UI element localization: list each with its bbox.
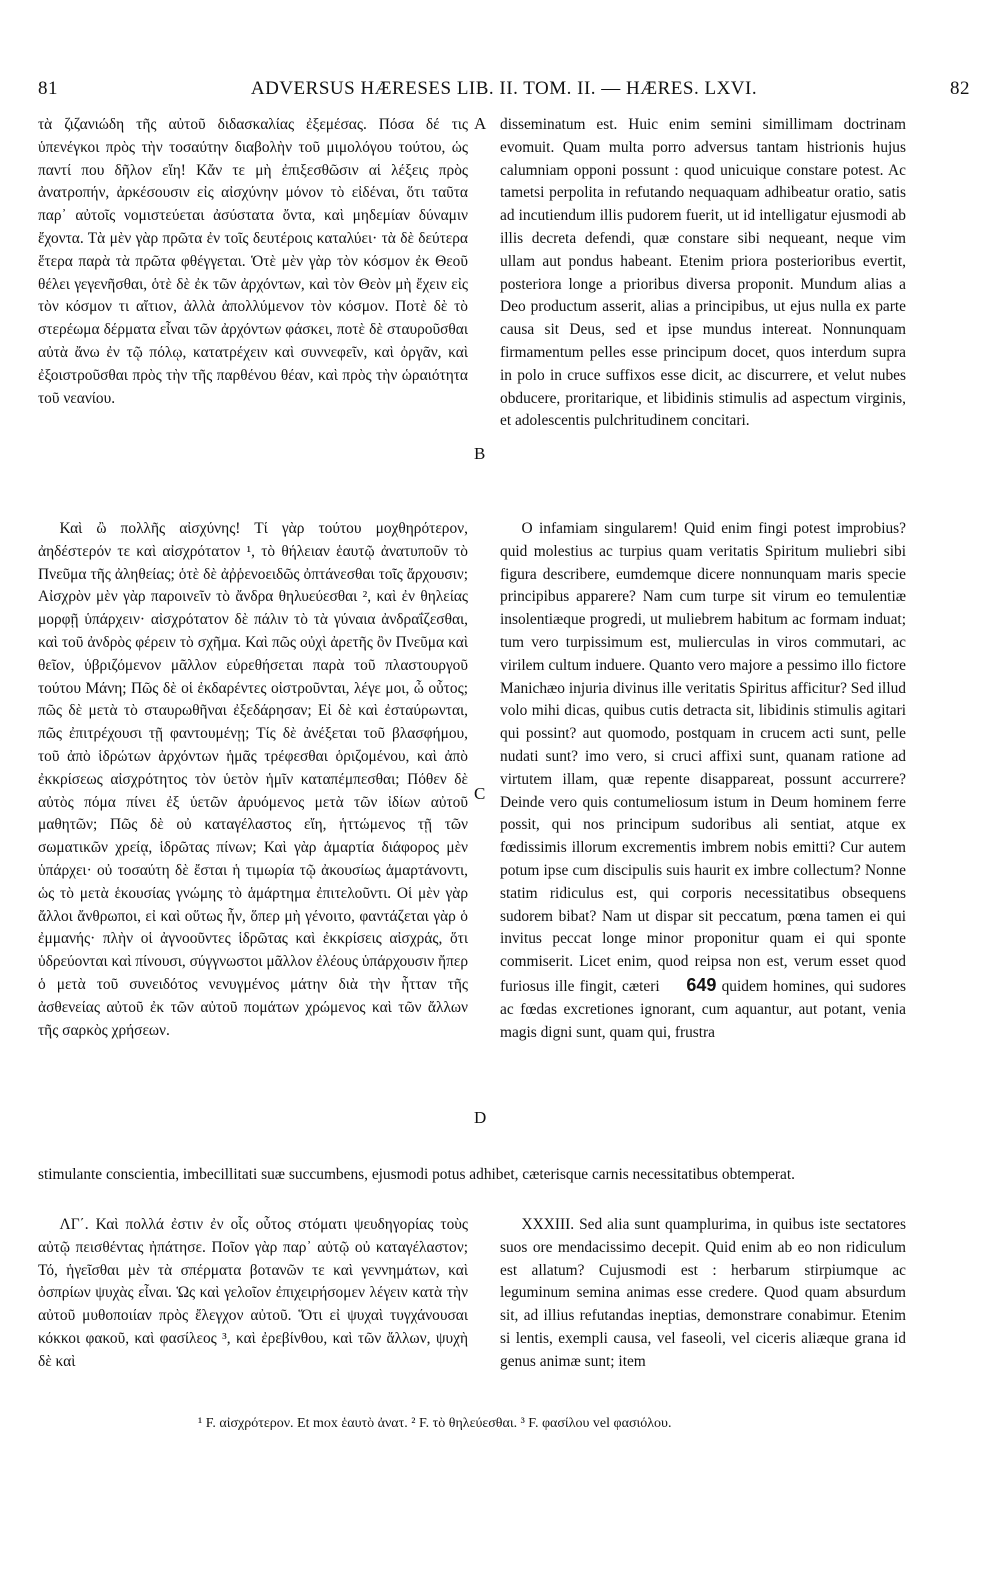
greek-paragraph: τὰ ζιζανιώδη τῆς αὐτοῦ διδασκαλίας ἐξεμέσας. Πόσα δέ τις ὑπενέγκοι πρὸς τὴν τοσαύτην διαβολὴν τοῦ μιμολόγου τούτου, ὡς παντί που δῆλον εἴη! Κἄν τε μὴ ἐπιξεσθῶσιν αἱ λέξεις πρὸς ἀνατροπήν, ἀρκέσουσιν εἰς αἰσχύνην μόνον τὸ εἰδέναι, ὅτι ταῦτα παρ᾽ αὐτοῖς νομιστεύεται ἀσύστατα ὄντα, καὶ μηδεμίαν δύναμιν ἔχοντα. Τὰ μὲν γὰρ πρῶτα ἐν τοῖς δευτέροις καταλύει· τὰ δὲ δεύτερα ἕτερα παρὰ τὰ πρῶτα φθέγγεται. Ὁτὲ μὲν γὰρ τὸν κόσμον ἐκ Θεοῦ θέλει γεγενῆσθαι, ὁτὲ δὲ ἐκ τῶν ἀρχόντων, καὶ τὸν Θεὸν μὴ ἔχειν εἰς τὸν κόσμον τι αἴτιον, ἀλλὰ ἀπολλύμενον τὸν κόσμον. Ποτὲ δὲ τὸ στερέωμα δέρματα εἶναι τῶν ἀρχόντων φάσκει, ποτὲ δὲ σταυροῦσθαι αὐτὰ ἄνω ἐν τῷ πόλῳ, κατατρέχειν καὶ συννεφεῖν, καὶ ὀργᾶν, καὶ ἐξοιστροῦσθαι πρὸς τὴν τῆς παρθένου θέαν, καὶ πρὸς τὴν ὡραιότητα τοῦ νεανίου. xyxy=(38,116,468,407)
spanning-latin-text: stimulante conscientia, imbecillitati suæ succumbens, ejusmodi potus adhibet, cæterisque carnis necessitatibus obtemperat. xyxy=(38,1166,795,1183)
section-marker-c: C xyxy=(474,784,486,803)
greek-paragraph: Καὶ ὢ πολλῆς αἰσχύνης! Τί γὰρ τούτου μοχθηρότερον, ἀηδέστερόν τε καὶ αἰσχρότατον ¹, τὸ θήλειαν ἑαυτῷ ἀνατυποῦν τὸ Πνεῦμα τῆς ἀληθείας; ὁτὲ δὲ ἀῤῥενοειδῶς ὀπτάνεσθαι τοῖς ἄρχουσιν; Αἰσχρὸν μὲν γὰρ παροινεῖν τὸ ἄνδρα θηλυεύεσθαι ², καὶ ἐν θηλείας μορφῇ ὑπάρχειν· αἰσχρότατον δὲ πάλιν τὸ τὰ γύναια ἀνδραΐζεσθαι, καὶ τοῦ ἀνδρὸς φέρειν τὸ σχῆμα. Καὶ πῶς οὐχὶ ἀρετῆς ὂν Πνεῦμα καὶ θεῖον, ὑβριζόμενον μᾶλλον εὑρεθήσεται παρὰ τοῦ πλαστουργοῦ τούτου Μάνη; Πῶς δὲ οἱ ἐκδαρέντες οἰστροῦνται, λέγε μοι, ὦ οὗτος; πῶς δὲ μετὰ τὸ σταυρωθῆναι ἐξεδάρησαν; Εἰ δὲ καὶ ἐσταύρωνται, πῶς ἐπιτρέχουσι τῇ φαντουμένῃ; Τίς δὲ ἀνέξεται τοῦ βλασφήμου, τοῦ ἀπὸ ἱδρώτων ἀρχόντων ἡμᾶς τρέφεσθαι ὁριζομένου, καὶ ἀπὸ ἐκκρίσεως αἰσχρότητος τὸν ὑετὸν ἡμῖν καταπέμπεσθαι; Πόθεν δὲ αὐτὸς πόμα πίνει ἐξ ὑετῶν ἀρυόμενος μετὰ τῶν ἰδίων αὐτοῦ μαθητῶν; Πῶς δὲ οὐ καταγέλαστος εἴη, ἡττώμενος τῇ τῶν σωματικῶν χρείᾳ, ἱδρῶτας πίνων; Καὶ γὰρ ἁμαρτία διάφορος μὲν ὑπάρχει· οὐ τοσαύτη δὲ ἔσται ἡ τιμωρία τῷ ἀκουσίως ἁμαρτάνοντι, ὡς τὸ μετὰ ἑκουσίας γνώμης τὸ ἁμάρτημα ἐπιτελοῦντι. Οἱ μὲν γὰρ ἄλλοι ἄνθρωποι, εἰ καὶ οὕτως ἦν, ὅπερ μὴ γένοιτο, φαντάζεται γὰρ ὁ ἐμμανής· πλὴν οἱ ἀγνοοῦντες ἱδρῶτας καὶ ἐκκρίσεις αἰσχράς, ὅτι ὑδρεύονται καὶ πίνουσι, σύγγνωστοι μᾶλλον ἐλέους ὑπάρχουσιν ἤπερ ὁ μετὰ τοῦ συνειδότος νενυγμένος μάτην διὰ τὴν ἧτταν τῆς ἀσθενείας αὐτοῦ ἐκ τῶν αὐτοῦ πομάτων χρώμενος καὶ τῶν ἄλλων τῆς σαρκὸς χρήσεων. xyxy=(38,520,468,1039)
latin-paragraph: disseminatum est. Huic enim semini simillimam doctrinam evomuit. Quam multa porro adversus tantam histrionis hujus calumniam opponi possunt : quod unicuique constare potest. Ac tametsi perpolita in refutando nequaquam adhibeatur oratio, satis ad incutiendum illis pudorem fuerit, ut id intelligatur ejusmodi ab illis decreta defendi, quæ constare sibi nequeant, neque vim ullam aut pondus habeant. Etenim priora posterioribus evertit, posteriora longe a prioribus diversa proponit. Mundum alias a Deo productum asserit, alias a principibus, ut ejus nulla ex parte causa sit Deus, sed et ipse mundus intereat. Nonnunquam firmamentum pelles esse principum docet, quos interdum supra in polo in cruce suffixos esse dicit, ac discurrere, et velut nubes obducere, proritarique, et libidinis stimulis ad aspectum virginis, et adolescentis pulchritudinem concitari. xyxy=(500,116,906,430)
latin-text: O infamiam singularem! Quid enim fingi potest improbius? quid molestius ac turpius quam veritatis Spiritum muliebri sibi figura describere, eumdemque dicere nonnunquam maris specie principibus apparere? Nam cum turpe sit virum eo temulentiæ insolentiæque progredi, ut muliebrem habitum ac formam induat; tum vero turpissimum est, mulierculas in viros commutari, ac virilem cultum induere. Quanto vero majore a pessimo illo fictore Manichæo injuria divinus ille veritatis Spiritus afficitur? Sed illud volo mihi dicas, quibus cutis detracta sit, libidinis stimulis agitari qui possint? aut quomodo, postquam in crucem acti sunt, pelle nudati sunt? imo vero, si cruci affixi sunt, quanam ratione ad virtutem illam, quæ repente disappareat, possunt accurrere? Deinde vero quis contumeliosum istum in Deum hominem ferre possit, qui nos principum sudoribus ali sentiat, atque ex fœdissimis illorum excrementis imbrem nobis emitti? Cur autem potum ipse cum discipulis suis haurit ex imbre collectum? Nonne statim ridiculus est, qui corporis necessitatibus obsequens sudorem bibat? Nam ut dispar sit peccatum, pœna tamen ei qui invitus peccat longe minor proponitur quam ei qui sponte commiserit. Licet enim, quod reipsa non est, verum esset quod furiosus ille fingit, cæteri xyxy=(500,520,906,995)
latin-paragraph: XXXIII. Sed alia sunt quamplurima, in quibus iste sectatores suos ore mendacissimo decepit. Quid enim ab eo non ridiculum est allatum? Cujusmodi est : herbarum stirpiumque ac leguminum semina animas esse credere. Quod quam absurdum sit, ad illius refutandas ineptias, demonstrare conabimur. Etenim si lentis, exempli causa, vel faseoli, vel ciceris aliæque grana id genus animæ sunt; item xyxy=(500,1216,906,1370)
running-title: ADVERSUS HÆRESES LIB. II. TOM. II. — HÆRES. LXVI. xyxy=(250,78,758,99)
latin-section-33 xyxy=(500,1214,906,1374)
folio-number: 649 xyxy=(686,974,717,995)
section-marker-b: B xyxy=(474,444,486,463)
running-header xyxy=(38,78,970,104)
page-number-left: 81 xyxy=(38,78,58,99)
section-marker-a: A xyxy=(474,114,487,133)
greek-section-c xyxy=(38,518,468,1042)
greek-section-33 xyxy=(38,1214,468,1374)
latin-text: quidem homines, qui sudores ac fœdas excretiones ignorant, cum aquantur, aut potant, venia magis digni sunt, quam qui, frustra xyxy=(500,977,906,1041)
latin-section-c xyxy=(500,518,906,1044)
section-marker-d: D xyxy=(474,1108,487,1127)
latin-paragraph xyxy=(500,518,906,1044)
footnotes: ¹ F. αἰσχρότερον. Et mox ἑαυτὸ ἀνατ. ² F. τὸ θηλεύεσθαι. ³ F. φασίλου vel φασιόλου. xyxy=(198,1416,672,1431)
page xyxy=(38,78,970,1558)
latin-section-a xyxy=(500,114,906,433)
page-number-right: 82 xyxy=(950,78,970,99)
greek-paragraph: ΛΓ΄. Καὶ πολλά ἐστιν ἐν οἷς οὗτος στόματι ψευδηγορίας τοὺς αὐτῷ πεισθέντας ἠπάτησε. Ποῖον γὰρ παρ᾽ αὐτῷ οὐ καταγέλαστον; Τό, ἡγεῖσθαι μὲν τὰ σπέρματα βοτανῶν τε καὶ γεννημάτων, καὶ ὀσπρίων ψυχὰς εἶναι. Ὡς καὶ γελοῖον ἐπιχειρήσομεν λέγειν κατὰ τὴν αὐτοῦ μυθοποιίαν πρὸς ἔλεγχον αὐτοῦ. Ὅτι εἰ ψυχαὶ τυγχάνουσαι κόκκοι φακοῦ, καὶ φασίλεος ³, καὶ ἐρεβίνθου, καὶ τῶν ἄλλων, ψυχὴ δὲ καὶ xyxy=(38,1216,468,1370)
greek-section-a xyxy=(38,114,468,410)
